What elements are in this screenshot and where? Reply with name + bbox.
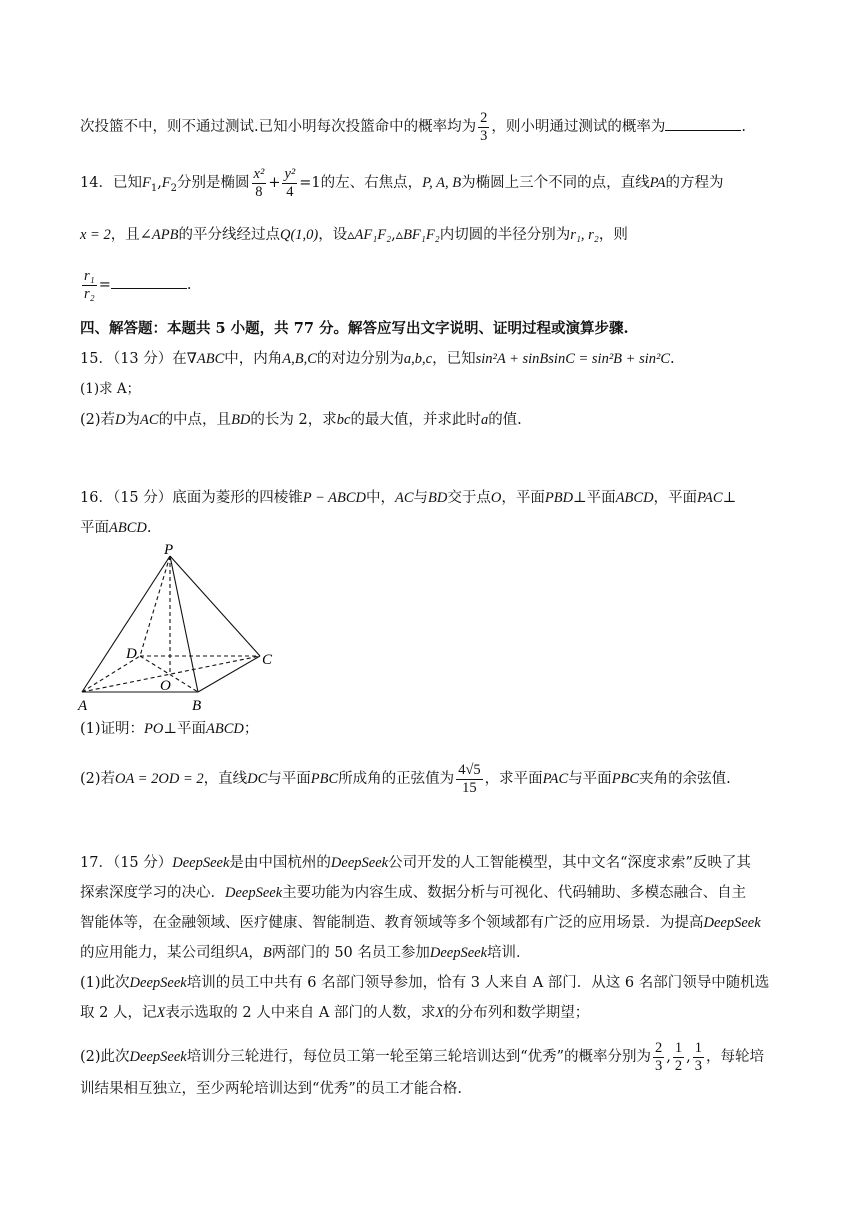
q16-line2: 平面ABCD. — [80, 520, 152, 536]
q13-continuation — [80, 110, 746, 144]
pyramid-figure — [74, 544, 288, 716]
q17-line4: 的应用能力，某公司组织A，B两部门的 50 名员工参加DeepSeek培训． — [80, 945, 531, 961]
q15-line1: 15．（13 分）在∇ABC中，内角A,B,C的对边分别为a,b,c，已知sin²A + sinBsinC = sin²B + sin²C. — [80, 351, 675, 367]
q15-part2: (2)若D为AC的中点，且BD的长为 2，求bc的最大值，并求此时a的值. — [80, 412, 522, 428]
q16-part1: (1)证明：PO⊥平面ABCD； — [80, 721, 259, 737]
edge-pb — [170, 556, 198, 692]
label-d: D — [126, 646, 137, 662]
r-ratio-frac: $\frac{\text{r₁}}{\text{r₂}}$ — [84, 268, 95, 302]
edge-pd — [140, 556, 170, 656]
label-p: P — [164, 544, 174, 558]
q13-fraction: $\frac{2}{3}$ — [480, 110, 488, 144]
q13-end: . — [741, 119, 746, 136]
edge-bc — [198, 656, 260, 692]
answer-blank[interactable] — [665, 118, 741, 131]
q13-text-2: ，则小明通过测试的概率为 — [491, 119, 666, 136]
label-c: C — [262, 652, 273, 668]
q17-part2-line2: 训结果相互独立，至少两轮培训达到“优秀”的员工才能合格. — [80, 1081, 462, 1097]
q17-line1: 17．（15 分）DeepSeek是由中国杭州的DeepSeek公司开发的人工智能模型，其中文名“深度求索”反映了其 — [80, 855, 751, 871]
prob-frac-3: $\frac{1}{3}$ — [694, 1040, 702, 1074]
q16-part2: (2)若OA = 2OD = 2，直线DC与平面PBC所成角的正弦值为 $\frac{4√5}{15}$ ，求平面PAC与平面PBC夹角的余弦值. — [80, 762, 731, 796]
ellipse-y-frac: $\frac{\text{y²}}{4}$ — [284, 166, 296, 200]
sine-frac: $\frac{4√5}{15}$ — [458, 762, 481, 796]
q15-part1: (1)求 A； — [80, 381, 141, 397]
q14-line2: x = 2，且∠APB的平分线经过点Q(1,0)，设▵AF₁F₂,▵BF₁F₂内切圆的半径分别为r₁, r₂，则 — [80, 227, 628, 243]
label-o: O — [160, 678, 171, 694]
q17-part2-line1: (2)此次DeepSeek培训分三轮进行，每位员工第一轮至第三轮培训达到“优秀”的概率分别为 $\frac{2}{3}$ , $\frac{1}{2}$ , $\frac{1}{3}$ ，每轮培 — [80, 1040, 764, 1074]
diag-ac — [82, 656, 260, 692]
label-b: B — [192, 698, 202, 714]
edge-pa — [82, 556, 170, 692]
q17-line2: 探索深度学习的决心．DeepSeek主要功能为内容生成、数据分析与可视化、代码辅助、多模态融合、自主 — [80, 885, 747, 901]
edge-pc — [170, 556, 260, 656]
ellipse-x-frac: $\frac{\text{x²}}{8}$ — [253, 166, 265, 200]
q13-text: 次投篮不中，则不通过测试.已知小明每次投篮命中的概率均为 — [80, 119, 477, 136]
q17-part1-line2: 取 2 人，记X表示选取的 2 人中来自 A 部门的人数，求X的分布列和数学期望； — [80, 1005, 590, 1021]
q14-line3: $\frac{\text{r₁}}{\text{r₂}}$ = . — [84, 268, 192, 302]
q16-line1: 16．（15 分）底面为菱形的四棱锥P − ABCD中，AC与BD交于点O，平面PBD⊥平面ABCD，平面PAC⊥ — [80, 490, 737, 506]
q17-line3: 智能体等，在金融领域、医疗健康、智能制造、教育领域等多个领域都有广泛的应用场景．为提高DeepSeek — [80, 915, 761, 931]
section-heading: 四、解答题：本题共 5 小题，共 77 分。解答应写出文字说明、证明过程或演算步骤. — [80, 320, 629, 337]
label-a: A — [78, 698, 88, 714]
q17-part1-line1: (1)此次DeepSeek培训的员工中共有 6 名部门领导参加，恰有 3 人来自 A 部门．从这 6 名部门领导中随机选 — [80, 975, 770, 991]
answer-blank[interactable] — [111, 276, 187, 289]
prob-frac-2: $\frac{1}{2}$ — [674, 1040, 683, 1074]
prob-frac-1: $\frac{2}{3}$ — [655, 1040, 663, 1074]
q14-line1: 14．已知$F_1,F_2$分别是椭圆 $\frac{\text{x²}}{8}$ + $\frac{\text{y²}}{4}$ =1的左、右焦点，P, A, B为椭圆上三个不同的点，直线PA的方程为 — [80, 166, 724, 200]
